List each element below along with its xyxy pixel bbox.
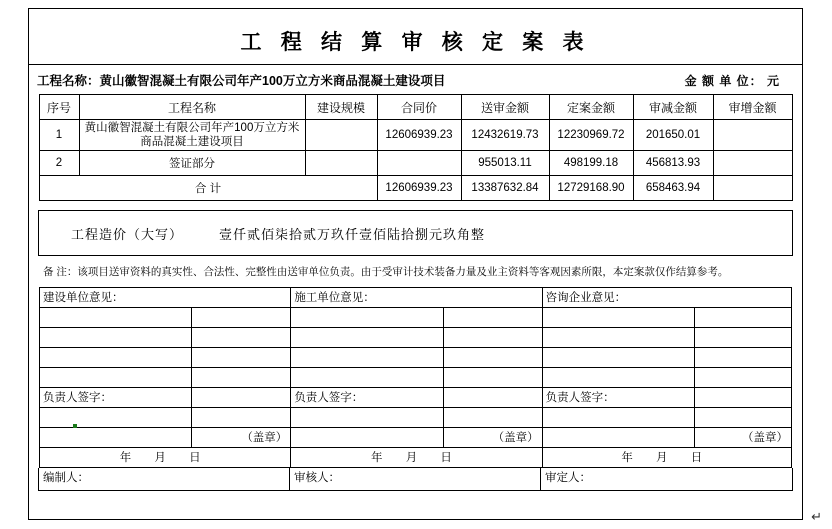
blank-cell[interactable] <box>542 428 694 448</box>
signature-stamp-row <box>40 428 792 448</box>
stamp-label-contractor: （盖章） <box>443 428 542 448</box>
cell-scale <box>305 151 377 176</box>
blank-cell[interactable] <box>291 408 443 428</box>
blank-cell[interactable] <box>40 428 192 448</box>
blank-cell[interactable] <box>192 328 291 348</box>
table-header-row <box>39 95 792 120</box>
opinion-label-consultant: 咨询企业意见： <box>542 288 791 308</box>
remark-text: 备 注：该项目送审资料的真实性、合法性、完整性由送审单位负责。由于受审计技术装备力量及业主资料等客观因素所限，本定案款仅作结算参考。 <box>43 266 729 278</box>
blank-cell[interactable] <box>443 348 542 368</box>
total-reduced: 658463.94 <box>633 176 713 201</box>
blank-cell[interactable] <box>694 408 791 428</box>
cell-approved: 12230969.72 <box>549 120 633 151</box>
blank-cell[interactable] <box>291 368 443 388</box>
table-total-row <box>39 176 792 201</box>
blank-cell[interactable] <box>443 368 542 388</box>
date-line-construction: 年 月 日 <box>40 448 291 468</box>
settlement-table <box>39 94 793 201</box>
opinion-label-construction: 建设单位意见： <box>40 288 291 308</box>
cell-name: 黄山徽智混凝土有限公司年产100万立方米商品混凝土建设项目 <box>79 120 305 151</box>
person-label-contractor: 负责人签字： <box>291 388 443 408</box>
table-row <box>39 151 792 176</box>
capital-amount-label: 工程造价（大写） <box>70 226 183 242</box>
capital-amount-value: 壹仟贰佰柒拾贰万玖仟壹佰陆拾捌元玖角整 <box>219 226 486 242</box>
blank-cell[interactable] <box>40 408 192 428</box>
total-increased <box>713 176 792 201</box>
signature-blank-row <box>40 368 792 388</box>
date-line-contractor: 年 月 日 <box>291 448 542 468</box>
page-title: 工 程 结 算 审 核 定 案 表 <box>240 30 591 54</box>
cell-scale <box>305 120 377 151</box>
total-contract: 12606939.23 <box>377 176 461 201</box>
cell-approved: 498199.18 <box>549 151 633 176</box>
cell-marker <box>73 424 77 428</box>
cell-contract: 12606939.23 <box>377 120 461 151</box>
project-name: 黄山徽智混凝土有限公司年产100万立方米商品混凝土建设项目 <box>99 74 446 88</box>
cell-name: 签证部分 <box>79 151 305 176</box>
col-index: 序号 <box>39 95 79 120</box>
col-submitted: 送审金额 <box>461 95 549 120</box>
cell-reduced: 201650.01 <box>633 120 713 151</box>
blank-cell[interactable] <box>40 368 192 388</box>
signature-opinion-row <box>40 288 792 308</box>
blank-cell[interactable] <box>542 408 694 428</box>
total-label: 合 计 <box>39 176 377 201</box>
signature-blank-row <box>40 308 792 328</box>
project-label: 工程名称： <box>37 74 100 88</box>
cell-increased <box>713 151 792 176</box>
blank-cell[interactable] <box>694 328 791 348</box>
blank-cell[interactable] <box>192 368 291 388</box>
signature-date-row <box>40 448 792 468</box>
blank-cell[interactable] <box>542 328 694 348</box>
blank-cell[interactable] <box>192 348 291 368</box>
blank-cell[interactable] <box>192 408 291 428</box>
signature-person-row <box>40 388 792 408</box>
col-reduced: 审减金额 <box>633 95 713 120</box>
prepared-by: 编制人： <box>39 468 290 490</box>
document-page <box>28 8 803 520</box>
cell-increased <box>713 120 792 151</box>
blank-cell[interactable] <box>291 348 443 368</box>
cell-index: 1 <box>39 120 79 151</box>
cell-submitted: 12432619.73 <box>461 120 549 151</box>
blank-cell[interactable] <box>542 368 694 388</box>
checked-by: 审核人： <box>290 468 541 490</box>
blank-cell[interactable] <box>443 328 542 348</box>
cell-index: 2 <box>39 151 79 176</box>
col-contract: 合同价 <box>377 95 461 120</box>
blank-cell[interactable] <box>694 308 791 328</box>
blank-cell[interactable] <box>443 308 542 328</box>
blank-cell[interactable] <box>40 328 192 348</box>
col-name: 工程名称 <box>79 95 305 120</box>
project-name-line <box>37 71 445 89</box>
cell-contract <box>377 151 461 176</box>
signature-blank-row <box>40 348 792 368</box>
cell-reduced: 456813.93 <box>633 151 713 176</box>
footer-row <box>38 468 793 491</box>
total-submitted: 13387632.84 <box>461 176 549 201</box>
total-approved: 12729168.90 <box>549 176 633 201</box>
cell-submitted: 955013.11 <box>461 151 549 176</box>
blank-cell[interactable] <box>443 388 542 408</box>
approved-by: 审定人： <box>545 472 591 484</box>
person-label-construction: 负责人签字： <box>40 388 192 408</box>
col-scale: 建设规模 <box>305 95 377 120</box>
subheader <box>29 65 802 94</box>
blank-cell[interactable] <box>542 348 694 368</box>
blank-cell[interactable] <box>291 428 443 448</box>
amount-unit: 金 额 单 位： 元 <box>684 74 780 88</box>
blank-cell[interactable] <box>694 388 791 408</box>
blank-cell[interactable] <box>40 348 192 368</box>
blank-cell[interactable] <box>40 308 192 328</box>
blank-cell[interactable] <box>291 328 443 348</box>
col-approved: 定案金额 <box>549 95 633 120</box>
stamp-label-consultant: （盖章） <box>694 428 791 448</box>
enter-icon: ↵ <box>811 509 822 524</box>
signature-blank-row <box>40 328 792 348</box>
date-line-consultant: 年 月 日 <box>542 448 791 468</box>
blank-cell[interactable] <box>694 348 791 368</box>
col-increased: 审增金额 <box>713 95 792 120</box>
signature-table <box>39 287 792 468</box>
blank-cell[interactable] <box>192 308 291 328</box>
blank-cell[interactable] <box>291 308 443 328</box>
stamp-label-construction: （盖章） <box>192 428 291 448</box>
table-row <box>39 120 792 151</box>
blank-cell[interactable] <box>694 368 791 388</box>
signature-section <box>39 287 792 468</box>
capital-amount-box <box>38 210 793 256</box>
opinion-label-contractor: 施工单位意见： <box>291 288 542 308</box>
blank-cell[interactable] <box>443 408 542 428</box>
person-label-consultant: 负责人签字： <box>542 388 694 408</box>
signature-blank-row <box>40 408 792 428</box>
blank-cell[interactable] <box>192 388 291 408</box>
blank-cell[interactable] <box>542 308 694 328</box>
